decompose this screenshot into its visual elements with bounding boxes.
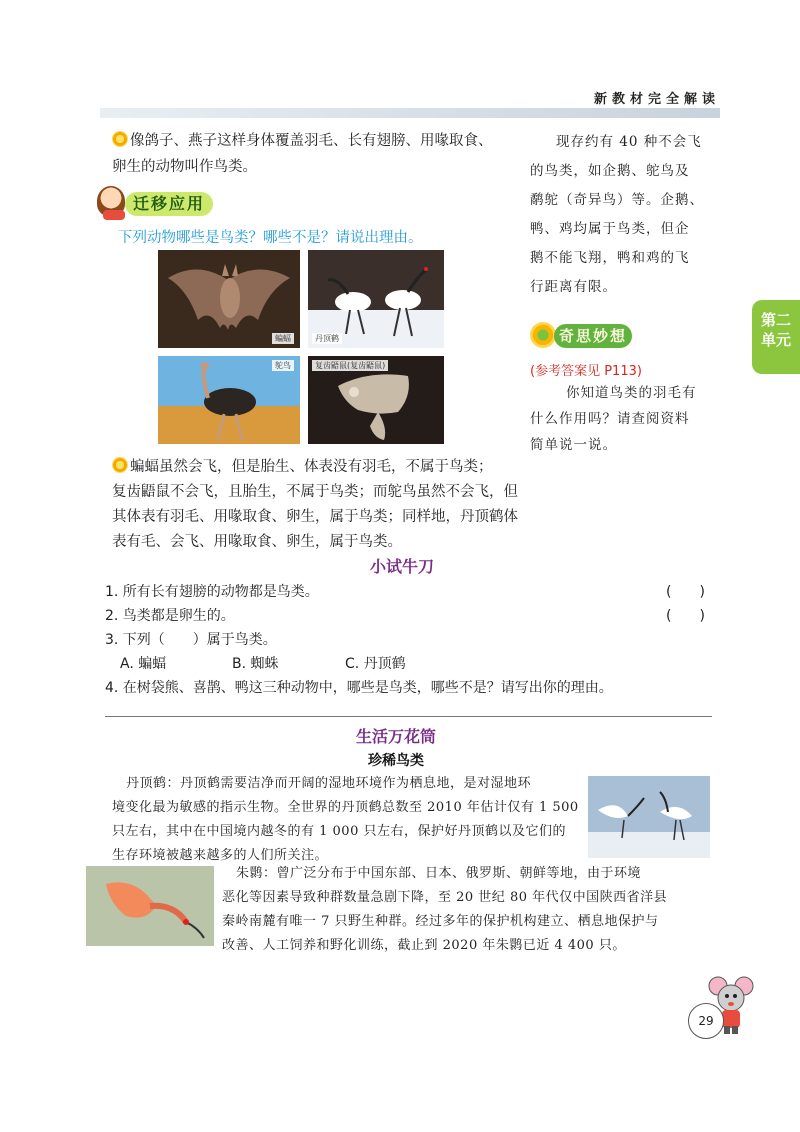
crane-pair-icon: [588, 776, 710, 858]
ibis-line: 朱鹮：曾广泛分布于中国东部、日本、俄罗斯、朝鲜等地，由于环境: [236, 866, 642, 881]
life-subtitle: 珍稀鸟类: [368, 753, 424, 769]
sidebar-note-line: 的鸟类，如企鹅、鸵鸟及: [530, 163, 690, 179]
sidebar-note-line: 行距离有限。: [530, 279, 617, 295]
definition-line-1: 像鸽子、燕子这样身体覆盖羽毛、长有翅膀、用喙取食、: [130, 133, 493, 149]
unit-tab-line2: 单元: [760, 331, 791, 349]
header-bar: [100, 108, 720, 118]
ibis-photo: [86, 866, 214, 946]
think-badge-label: 奇思妙想: [554, 324, 632, 348]
quiz-question-2: 2. 鸟类都是卵生的。: [105, 608, 235, 624]
ostrich-caption: 鸵鸟: [272, 360, 294, 371]
quiz-option-a: A. 蝙蝠: [120, 656, 167, 672]
flower-icon: [112, 131, 128, 147]
think-badge: [530, 320, 690, 360]
think-line: 什么作用吗？请查阅资料: [530, 411, 690, 427]
flying-squirrel-caption: 复齿鼯鼠(复齿鼯鼠): [312, 360, 388, 371]
sidebar-note-line: 鸭、鸡均属于鸟类，但企: [530, 221, 690, 237]
answer-reference: (参考答案见 P113): [530, 364, 642, 379]
think-line: 你知道鸟类的羽毛有: [566, 385, 697, 401]
quiz-question-3: 3. 下列（ ）属于鸟类。: [105, 632, 277, 648]
answer-line: 复齿鼯鼠不会飞，且胎生，不属于鸟类；而鸵鸟虽然不会飞，但: [112, 484, 518, 500]
flower-icon: [530, 322, 556, 348]
quiz-option-c: C. 丹顶鹤: [345, 656, 406, 672]
sidebar-note-line: 鹬鸵（奇异鸟）等。企鹅、: [530, 192, 704, 208]
quiz-question-1: 1. 所有长有翅膀的动物都是鸟类。: [105, 584, 319, 600]
page-number: 29: [688, 1003, 724, 1039]
crane-line: 只左右，其中在中国境内越冬的有 1 000 只左右，保护好丹顶鹤以及它们的: [112, 824, 566, 839]
crane-line: 境变化最为敏感的指示生物。全世界的丹顶鹤总数至 2010 年估计仅有 1 500: [112, 800, 579, 815]
definition-line-2: 卵生的动物叫作鸟类。: [112, 159, 257, 175]
ibis-icon: [86, 866, 214, 946]
apply-badge-label: 迁移应用: [125, 192, 213, 216]
section-divider: [105, 716, 712, 717]
think-line: 简单说一说。: [530, 437, 617, 453]
flying-squirrel-photo: [308, 356, 444, 444]
unit-tab-line1: 第二: [760, 311, 791, 329]
unit-tab: [752, 300, 800, 374]
ostrich-photo: [158, 356, 300, 444]
quiz-option-b: B. 蜘蛛: [232, 656, 279, 672]
apply-answer: [112, 455, 532, 555]
ibis-paragraph: [222, 862, 712, 958]
sidebar-note-line: 鹅不能飞翔，鸭和鸡的飞: [530, 250, 690, 266]
definition-text: [112, 128, 512, 180]
quiz-question-4: 4. 在树袋熊、喜鹊、鸭这三种动物中，哪些是鸟类，哪些不是？请写出你的理由。: [105, 680, 613, 696]
crane-line: 生存环境被越来越多的人们所关注。: [112, 848, 329, 863]
think-question: [530, 380, 730, 458]
sidebar-note-line: 现存约有 40 种不会飞: [556, 134, 702, 150]
answer-line: 其体表有羽毛、用喙取食、卵生，属于鸟类；同样地，丹顶鹤体: [112, 509, 518, 525]
crane-paragraph: [112, 772, 582, 868]
answer-line: 蝙蝠虽然会飞，但是胎生、体表没有羽毛，不属于鸟类；: [130, 459, 493, 475]
sidebar-note: [530, 128, 730, 302]
apply-badge: [97, 186, 227, 222]
answer-blank-2[interactable]: ( ): [666, 608, 705, 624]
bat-caption: 蝙蝠: [272, 333, 294, 344]
crane-pair-photo: [588, 776, 710, 858]
answer-blank-1[interactable]: ( ): [666, 584, 705, 600]
kid-book-icon: [103, 210, 125, 220]
ibis-line: 恶化等因素导致种群数量急剧下降，至 20 世纪 80 年代仅中国陕西省洋县: [222, 890, 668, 905]
crane-line: 丹顶鹤：丹顶鹤需要洁净而开阔的湿地环境作为栖息地，是对湿地环: [126, 776, 532, 791]
crane-caption: 丹顶鹤: [312, 333, 342, 344]
life-section-title: 生活万花筒: [356, 727, 437, 746]
ibis-line: 改善、人工饲养和野化训练，截止到 2020 年朱鹮已近 4 400 只。: [222, 938, 626, 953]
quiz-title: 小试牛刀: [370, 557, 435, 576]
series-title: 新教材完全解读: [593, 92, 720, 107]
crane-photo: [308, 250, 444, 348]
apply-question: 下列动物哪些是鸟类？哪些不是？请说出理由。: [118, 230, 423, 246]
bat-photo: [158, 250, 300, 348]
answer-line: 表有毛、会飞、用喙取食、卵生，属于鸟类。: [112, 534, 402, 550]
flower-icon: [112, 457, 128, 473]
ibis-line: 秦岭南麓有唯一 7 只野生种群。经过多年的保护机构建立、栖息地保护与: [222, 914, 659, 929]
